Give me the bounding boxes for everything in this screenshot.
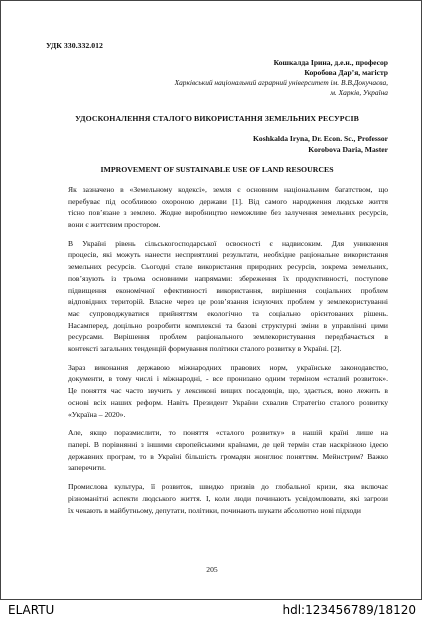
footer-bar xyxy=(0,600,424,620)
text-line: процесів, які можуть нанести несприятливі результати, необхідне раціональне використання xyxy=(68,250,388,260)
text-line: контексті загальних тенденцій формування політики сталого розвитку в Україні. [2]. xyxy=(68,344,342,354)
paragraph xyxy=(46,362,388,421)
text-line: Але, якщо поразмислити, то поняття «сталого розвитку» в нашій країні лише на xyxy=(68,428,388,438)
text-line: В Україні рівень сільськогосподарської освоєності є надвисоким. Для уникнення xyxy=(68,238,388,248)
text-line: підвищення економічної ефективності використання, вирішення соціальних проблем xyxy=(68,285,388,295)
document-page xyxy=(46,40,388,523)
footer-repository-name: ELARTU xyxy=(8,603,55,617)
text-line: Як зазначено в «Земельному кодексі», земля є основним національним багатством, що xyxy=(68,184,388,194)
text-line: відповідних територій. Власне через це розв’язання існуючих проблем у землекористуванні xyxy=(68,297,388,307)
text-line: пов’язують із трьома основними напрямами: збереження їх продуктивності, поступове xyxy=(68,273,388,283)
affiliation-line-1: Харківський національний аграрний університет ім. В.В.Докучаєва, xyxy=(174,77,388,87)
page-number: 205 xyxy=(206,565,218,574)
text-line: державних програм, то в Україні більшість громадян жонглює поняттям. Мейнстрим? Важко xyxy=(68,451,388,461)
text-line: ресурсами. Вирішення проблем раціонального землекористування передбачається в xyxy=(68,332,388,342)
author-ua-2: Коробова Дар’я, магістр xyxy=(304,67,388,77)
title-en: IMPROVEMENT OF SUSTAINABLE USE OF LAND RESOURCES xyxy=(100,165,334,175)
author-en-2: Korobova Daria, Master xyxy=(308,144,388,154)
text-line: має супроводжуватися прийняттям екологічно та соціально орієнтованих рішень. xyxy=(68,308,388,318)
footer-handle[interactable]: hdl:123456789/18120 xyxy=(282,603,416,617)
text-line: земельних ресурсів. Сьогодні стале використання природних ресурсів, зокрема земельних, xyxy=(68,262,388,272)
paragraph xyxy=(46,481,388,516)
text-line: «Україна – 2020». xyxy=(68,409,126,419)
author-ua-1: Кошкалда Ірина, д.е.н., професор xyxy=(273,57,388,67)
author-en-1: Koshkalda Iryna, Dr. Econ. Sc., Professor xyxy=(252,134,388,144)
text-line: основі всіх наших реформ. Навіть Президент України схвалив Стратегію сталого розвитку xyxy=(68,397,388,407)
udk-code: УДК 330.332.012 xyxy=(46,41,103,50)
text-line: тісно пов’язане з землею. Жодне виробництво неможливе без залучення земельних ресурсів, xyxy=(68,208,388,218)
body-text xyxy=(46,184,388,516)
text-line: вони є життєвим простором. xyxy=(68,220,161,230)
text-line: Насамперед, доцільно розробити комплексні та базові структурні зміни в управлінні цими xyxy=(68,320,388,330)
text-line: Промислова культура, її розвиток, швидко призвів до глобальної кризи, яка включає xyxy=(68,482,388,492)
text-line: папері. В порівнянні з іншими європейськими країнами, де цей термін став наскрізною ідеєю xyxy=(68,439,388,449)
text-line: перебуває під особливою охороною держави [1]. Від самого народження людське життя xyxy=(68,196,388,206)
text-line: заперечити. xyxy=(68,463,106,473)
paragraph xyxy=(46,427,388,474)
text-line: документи, в тому числі і міжнародні, - все пронизано одним терміном «сталий розвиток». xyxy=(68,374,388,384)
text-line: різноманітні аспекти людського життя. І, коли люди починають усвідомлювати, які загрози xyxy=(68,493,388,503)
text-line: Зараз виконання державою міжнародних правових норм, українське законодавство, xyxy=(68,362,388,372)
text-line: їх чекають в майбутньому, депутати, політики, починають шукати абсолютно нові підходи xyxy=(68,505,361,515)
title-ua: УДОСКОНАЛЕННЯ СТАЛОГО ВИКОРИСТАННЯ ЗЕМЕЛЬНИХ РЕСУРСІВ xyxy=(75,113,359,123)
text-line: Це поняття час часто звучить у лексиконі вищих посадовців, що, здається, воно лежить в xyxy=(68,386,388,396)
paragraph xyxy=(46,184,388,231)
affiliation-line-2: м. Харків, Україна xyxy=(330,87,388,97)
paragraph xyxy=(46,238,388,355)
